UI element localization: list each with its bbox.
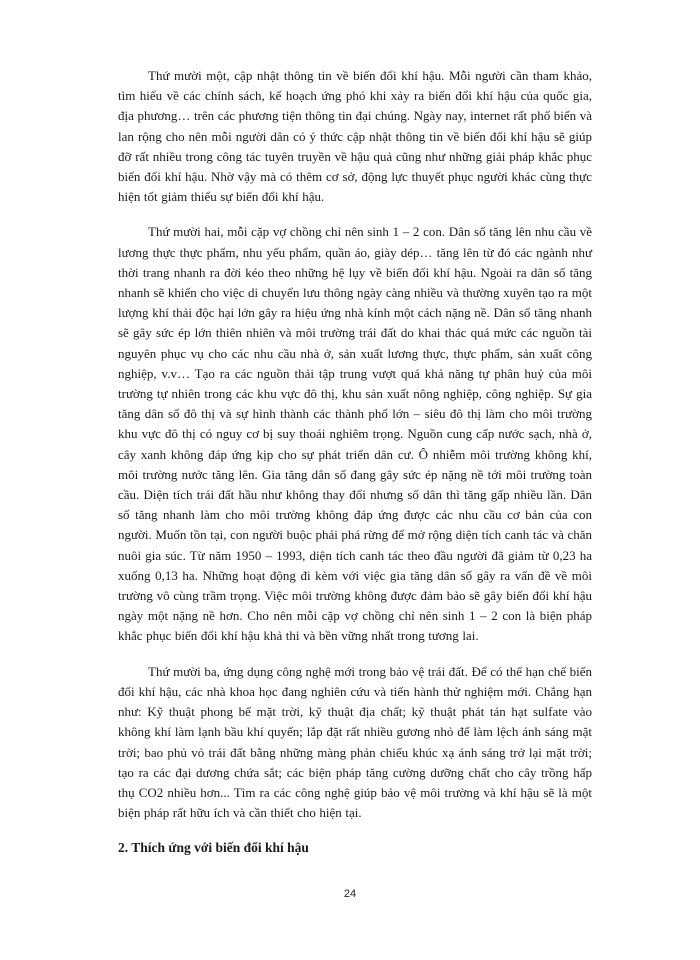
section-heading: 2. Thích ứng với biến đổi khí hậu xyxy=(118,840,309,856)
page-number: 24 xyxy=(343,888,357,900)
paragraph-thu-muoi-hai: Thứ mười hai, mỗi cặp vợ chồng chỉ nên sinh 1 – 2 con. Dân số tăng lên nhu cầu về lương thực thực phẩm, nhu yếu phẩm, quần áo, giày dép… tăng lên từ đó các ngành như thời trang nhanh ra đời kéo theo những hệ lụy về biến đổi khí hậu. Ngoài ra dân số tăng nhanh sẽ khiến cho việc di chuyển lưu thông ngày càng nhiều và thường xuyên tạo ra một lượng khí thải độc hại lớn gây ra hiệu ứng nhà kính một cách nặng nề. Dân số tăng nhanh sẽ gây sức ép lớn thiên nhiên và môi trường trái đất do khai thác quá mức các nguồn tài nguyên phục vụ cho các nhu cầu nhà ở, sản xuất lương thực, thực phẩm, sản xuất công nghiệp, v.v… Tạo ra các nguồn thải tập trung vượt quá khả năng tự phân huỷ của môi trường tự nhiên trong các khu vực đô thị, khu sản xuất nông nghiệp, công nghiệp. Sự gia tăng dân số đô thị và sự hình thành các thành phố lớn – siêu đô thị làm cho môi trường khu vực đô thị có nguy cơ bị suy thoái nghiêm trọng. Nguồn cung cấp nước sạch, nhà ở, cây xanh không đáp ứng kịp cho sự phát triển dân cư. Ô nhiễm môi trường không khí, môi trường nước tăng lên. Gia tăng dân số đang gây sức ép nặng nề tới môi trường toàn cầu. Diện tích trái đất hầu như không thay đổi nhưng số dân thì tăng gấp nhiều lần. Dân số tăng nhanh làm cho môi trường không đáp ứng được các nhu cầu cơ bản của con người. Muốn tồn tại, con người buộc phải phá rừng để mở rộng diện tích canh tác và chăn nuôi gia súc. Từ năm 1950 – 1993, diện tích canh tác theo đầu người đã giảm từ 0,23 ha xuống 0,13 ha. Những hoạt động đi kèm với việc gia tăng dân số gây ra vấn đề về môi trường vô cùng trầm trọng. Việc môi trường không được đảm bảo sẽ gây biến đổi khí hậu ngày một nặng nề hơn. Cho nên mỗi cặp vợ chồng chỉ nên sinh 1 – 2 con là biện pháp khắc phục biến đổi khí hậu khả thi và bền vững nhất trong tương lai. xyxy=(118,224,592,644)
paragraph-thu-muoi-ba: Thứ mười ba, ứng dụng công nghệ mới trong bảo vệ trái đất. Để có thể hạn chế biến đổi khí hậu, các nhà khoa học đang nghiên cứu và tiến hành thử nghiệm mới. Chẳng hạn như: Kỹ thuật phong bế mặt trời, kỹ thuật địa chất; kỹ thuật phát tán hạt sulfate vào không khí làm lạnh bầu khí quyển; lắp đặt rất nhiều gương nhỏ để làm lệch ánh sáng mặt trời; bao phủ vỏ trái đất bằng những màng phản chiếu khúc xạ ánh sáng trở lại mặt trời; tạo ra các đại dương chứa sắt; các biện pháp tăng cường dưỡng chất cho cây trồng hấp thụ CO2 nhiều hơn... Tìm ra các công nghệ giúp bảo vệ môi trường và khí hậu sẽ là một biện pháp rất hữu ích và cần thiết cho hiện tại. xyxy=(118,663,592,821)
paragraph-thu-muoi-mot: Thứ mười một, cập nhật thông tin về biến đổi khí hậu. Mỗi người cần tham khảo, tìm hiểu về các chính sách, kế hoạch ứng phó khi xảy ra biến đổi khí hậu của quốc gia, địa phương… trên các phương tiện thông tin đại chúng. Ngày nay, internet rất phổ biến và lan rộng cho nên mỗi người dân có ý thức cập nhật thông tin về biến đổi khí hậu sẽ giúp đỡ rất nhiều trong công tác tuyên truyền về hậu quả cũng như những giải pháp khắc phục biến đổi khí hậu. Nhờ vậy mà có thêm cơ sở, động lực thuyết phục người khác cùng thực hiện tốt giảm thiểu sự biến đổi khí hậu. xyxy=(118,68,592,205)
document-page xyxy=(118,66,592,858)
